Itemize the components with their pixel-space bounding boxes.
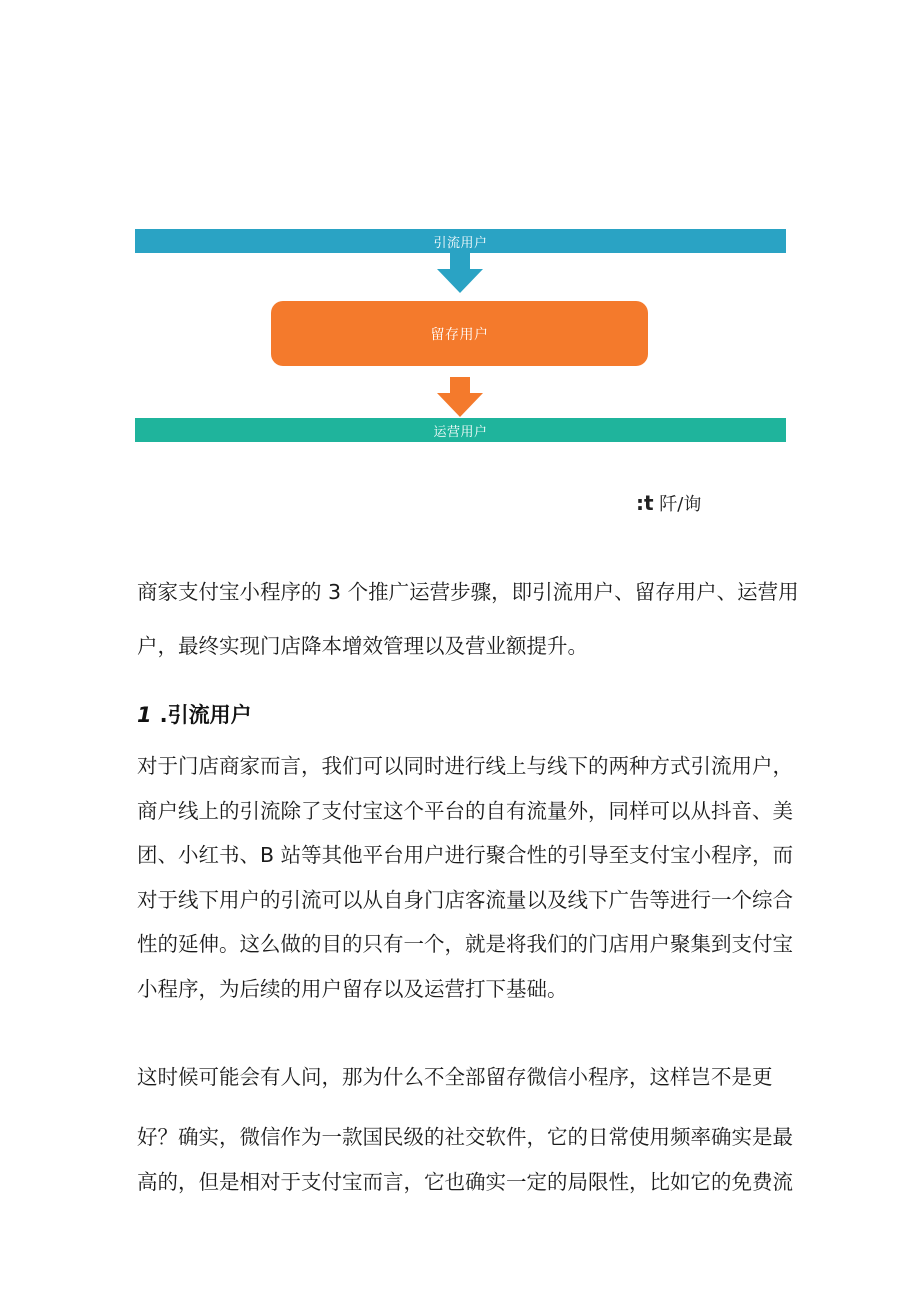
text-line: 商家支付宝小程序的 3 个推广运营步骤，即引流用户、留存用户、运营用: [137, 580, 799, 604]
flow-diagram: [0, 0, 920, 460]
text-line: 商户线上的引流除了支付宝这个平台的自有流量外，同样可以从抖音、美: [137, 798, 793, 823]
step-retain-users: [271, 301, 648, 366]
arrow-down-icon: [437, 377, 483, 417]
caption-text: 阡/询: [653, 494, 702, 515]
section-heading: [137, 699, 252, 729]
text-line: 好？确实，微信作为一款国民级的社交软件，它的日常使用频率确实是最: [137, 1125, 793, 1149]
caption-prefix: :t: [636, 491, 654, 515]
text-line: 对于线下用户的引流可以从自身门店客流量以及线下广告等进行一个综合: [137, 887, 793, 912]
paragraph-attract: [137, 744, 797, 1011]
text-line: 对于门店商家而言，我们可以同时进行线上与线下的两种方式引流用户，: [137, 754, 793, 778]
section-number: 1: [137, 703, 152, 727]
text-line: 团、小红书、B 站等其他平台用户进行聚合性的引导至支付宝小程序，而: [137, 843, 794, 867]
text-line: 户，最终实现门店降本增效管理以及营业额提升。: [137, 634, 588, 658]
text-line: 小程序，为后续的用户留存以及运营打下基础。: [137, 976, 568, 1001]
step-operate-users: [135, 418, 786, 442]
intro-paragraph: [137, 565, 797, 673]
figure-caption: [636, 490, 701, 516]
arrow-down-icon: [437, 253, 483, 293]
paragraph-question: [137, 1057, 797, 1097]
step-operate-users-label: 运营用户: [433, 424, 488, 440]
text-line: 性的延伸。这么做的目的只有一个，就是将我们的门店用户聚集到支付宝: [137, 932, 793, 956]
paragraph-answer: [137, 1115, 797, 1204]
text-line: 这时候可能会有人问，那为什么不全部留存微信小程序，这样岂不是更: [137, 1065, 773, 1089]
text-line: 高的，但是相对于支付宝而言，它也确实一定的局限性，比如它的免费流: [137, 1169, 793, 1194]
step-retain-users-label: 留存用户: [430, 326, 489, 343]
step-attract-users-label: 引流用户: [433, 235, 488, 251]
section-title: .引流用户: [159, 703, 252, 727]
step-attract-users: [135, 229, 786, 253]
